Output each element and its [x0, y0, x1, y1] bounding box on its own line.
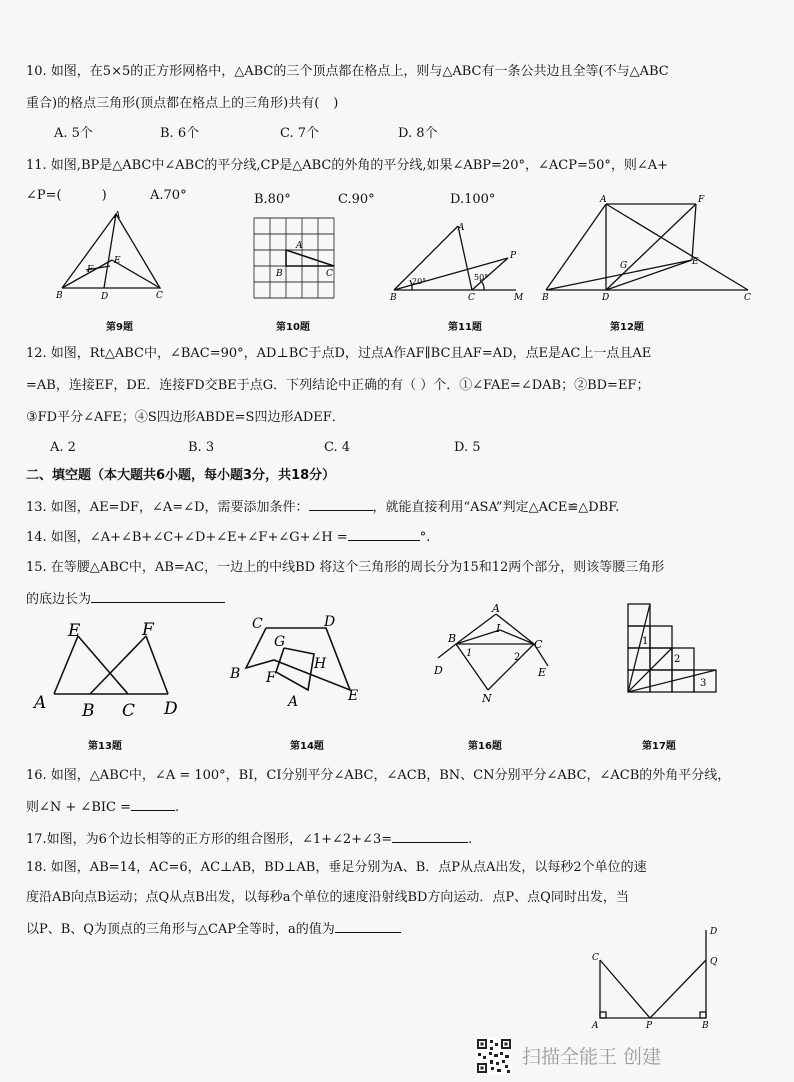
fig17-angle-3: 3 — [700, 678, 707, 689]
q18-text: 以P、B、Q为顶点的三角形与△CAP全等时，a的值为 — [26, 922, 335, 937]
q13-answer-blank[interactable] — [309, 496, 373, 511]
fig13-label-c: C — [122, 701, 136, 718]
q10-line2-text: 重合)的格点三角形(顶点都在格点上的三角形)共有( — [26, 96, 320, 111]
figure-11 — [388, 220, 528, 304]
fig9-label-c: C — [156, 291, 163, 300]
q12-option-b: B. 3 — [188, 440, 215, 455]
q16-text-pre: 则∠N + ∠BIC = — [26, 800, 131, 815]
q15-answer-blank[interactable] — [91, 588, 225, 603]
fig14-label-d: D — [324, 614, 336, 630]
fig13-label-b: B — [82, 701, 95, 718]
fig18-label-c: C — [592, 953, 599, 963]
fig9-label-f: F — [87, 265, 94, 275]
figure-9 — [56, 208, 172, 300]
q17-answer-blank[interactable] — [392, 828, 468, 843]
fig16-label-e: E — [538, 666, 547, 679]
fig11-angle-20: 20° — [412, 277, 427, 286]
q12-option-d: D. 5 — [454, 440, 481, 455]
figure-18 — [584, 924, 720, 1034]
q16-line2 — [26, 796, 179, 818]
fig14-label-h: H — [314, 656, 327, 672]
q17-line — [26, 828, 472, 850]
fig16-angle-1: 1 — [466, 648, 473, 659]
q18-line1: 18. 如图，AB=14，AC=6，AC⊥AB，BD⊥AB，垂足分别为A、B．点P从点A出发，以每秒2个单位的速 — [26, 860, 647, 875]
fig11-label-c: C — [468, 293, 475, 303]
figure-12 — [540, 194, 754, 302]
fig10-label-c: C — [326, 269, 333, 279]
q16-text-post: . — [174, 800, 180, 815]
fig11-label-a: A — [458, 223, 465, 233]
q17-text-pre: 17.如图，为6个边长相等的正方形的组合图形，∠1+∠2+∠3= — [26, 832, 393, 847]
fig14-label-a: A — [288, 694, 299, 710]
q10-option-d: D. 8个 — [398, 126, 438, 141]
fig17-angle-2: 2 — [674, 654, 681, 665]
q14-text-post: °. — [419, 530, 431, 545]
q10-line1: 10. 如图，在5×5的正方形网格中，△ABC的三个顶点都在格点上，则与△ABC有一条公共边且全等(不与△ABC — [26, 64, 669, 79]
fig9-label-e: E — [114, 256, 121, 266]
q11-option-b: B.80° — [254, 192, 291, 207]
q18-answer-blank[interactable] — [335, 918, 401, 933]
q11-line2-end: ) — [101, 188, 107, 203]
q11-line2 — [26, 186, 107, 206]
fig18-label-b: B — [702, 1021, 709, 1031]
fig16-label-a: A — [492, 602, 500, 615]
fig11-label-p: P — [510, 251, 517, 261]
fig12-label-a: A — [600, 195, 607, 205]
fig16-label-d: D — [434, 664, 443, 677]
caption-fig11: 第11题 — [448, 322, 482, 333]
caption-fig9: 第9题 — [106, 322, 133, 333]
fig14-label-c: C — [252, 616, 263, 632]
q17-text-post: . — [468, 832, 473, 847]
fig9-label-b: B — [56, 291, 63, 300]
fig13-label-f: F — [142, 620, 154, 640]
q18-line2: 度沿AB向点B运动；点Q从点B出发，以每秒a个单位的速度沿射线BD方向运动．点P、点Q同时出发，当 — [26, 890, 629, 905]
fig12-label-g: G — [620, 261, 628, 271]
fig12-label-d: D — [602, 293, 610, 302]
q13-line — [26, 496, 619, 518]
figure-14 — [224, 610, 364, 710]
caption-fig17: 第17题 — [642, 741, 676, 752]
q12-option-a: A. 2 — [50, 440, 76, 455]
q10-option-a: A. 5个 — [54, 126, 93, 141]
fig9-label-d: D — [101, 292, 109, 300]
fig10-label-b: B — [276, 269, 283, 279]
fig12-label-c: C — [744, 293, 751, 302]
fig14-label-b: B — [230, 666, 241, 682]
fig11-label-m: M — [514, 293, 524, 303]
fig12-label-b: B — [542, 293, 549, 302]
section-2-title: 二、填空题（本大题共6小题，每小题3分，共18分） — [26, 468, 336, 483]
q14-text-pre: 14. 如图，∠A+∠B+∠C+∠D+∠E+∠F+∠G+∠H = — [26, 530, 348, 545]
caption-fig16: 第16题 — [468, 741, 502, 752]
q15-line1: 15. 在等腰△ABC中，AB=AC，一边上的中线BD 将这个三角形的周长分为15和12两个部分，则该等腰三角形 — [26, 560, 665, 575]
fig9-label-a: A — [114, 211, 121, 221]
q12-option-c: C. 4 — [324, 440, 351, 455]
fig18-label-q: Q — [710, 957, 718, 967]
q10-option-c: C. 7个 — [280, 126, 320, 141]
caption-fig10: 第10题 — [276, 322, 310, 333]
q12-line2: =AB，连接EF，DE．连接FD交BE于点G．下列结论中正确的有（ ）个．①∠FAE=∠DAB；②BD=EF； — [26, 378, 650, 393]
q14-answer-blank[interactable] — [348, 526, 420, 541]
fig16-label-i: I — [496, 622, 501, 635]
q13-text-post: ，就能直接利用“ASA”判定△ACE≌△DBF. — [372, 500, 620, 515]
q12-line3: ③FD平分∠AFE；④S四边形ABDE=S四边形ADEF． — [26, 410, 345, 425]
caption-fig12: 第12题 — [610, 322, 644, 333]
fig12-label-e: E — [692, 257, 699, 267]
q11-line2-text: ∠P=( — [26, 188, 62, 203]
q12-line1: 12. 如图，Rt△ABC中，∠BAC=90°，AD⊥BC于点D，过点A作AF∥BC且AF=AD，点E是AC上一点且AE — [26, 346, 652, 361]
scanner-watermark: 扫描全能王 创建 — [522, 1046, 662, 1068]
q16-answer-blank[interactable] — [131, 796, 175, 811]
q11-option-a: A.70° — [150, 188, 187, 203]
fig12-label-f: F — [698, 195, 705, 205]
fig16-label-b: B — [448, 632, 457, 645]
caption-fig14: 第14题 — [290, 741, 324, 752]
fig18-label-d: D — [710, 927, 718, 937]
q18-line3 — [26, 918, 401, 940]
fig10-label-a: A — [296, 241, 303, 251]
fig13-label-e: E — [68, 621, 81, 641]
q16-line1: 16. 如图，△ABC中，∠A = 100°，BI，CI分别平分∠ABC，∠ACB，BN、CN分别平分∠ABC，∠ACB的外角平分线， — [26, 768, 731, 783]
fig13-label-d: D — [164, 699, 178, 718]
q10-option-b: B. 6个 — [160, 126, 200, 141]
fig11-angle-50: 50° — [474, 273, 489, 282]
q13-text-pre: 13. 如图，AE=DF，∠A=∠D，需要添加条件： — [26, 500, 309, 515]
fig14-label-f: F — [266, 670, 276, 686]
fig18-label-p: P — [646, 1021, 653, 1031]
q11-line1: 11. 如图,BP是△ABC中∠ABC的平分线,CP是△ABC的外角的平分线,如果∠ABP=20°，∠ACP=50°，则∠A+ — [26, 158, 669, 173]
fig17-angle-1: 1 — [642, 636, 649, 647]
q11-option-d: D.100° — [450, 192, 496, 207]
q10-line2 — [26, 94, 338, 114]
fig18-label-a: A — [592, 1021, 599, 1031]
fig11-label-b: B — [390, 293, 397, 303]
fig14-label-e: E — [348, 688, 359, 704]
q15-line2 — [26, 588, 225, 610]
figure-17 — [622, 600, 722, 696]
fig14-label-g: G — [274, 634, 286, 650]
q10-line2-end: ) — [333, 96, 339, 111]
fig13-label-a: A — [34, 693, 47, 713]
fig16-label-n: N — [482, 692, 492, 705]
q15-text: 的底边长为 — [26, 592, 92, 607]
fig16-angle-2: 2 — [514, 652, 521, 663]
qr-code-icon — [476, 1038, 512, 1074]
figure-10 — [250, 214, 342, 302]
q11-option-c: C.90° — [338, 192, 375, 207]
figure-16 — [430, 600, 560, 708]
caption-fig13: 第13题 — [88, 741, 122, 752]
figure-13 — [30, 618, 190, 718]
q14-line — [26, 526, 430, 548]
fig16-label-c: C — [534, 638, 543, 651]
